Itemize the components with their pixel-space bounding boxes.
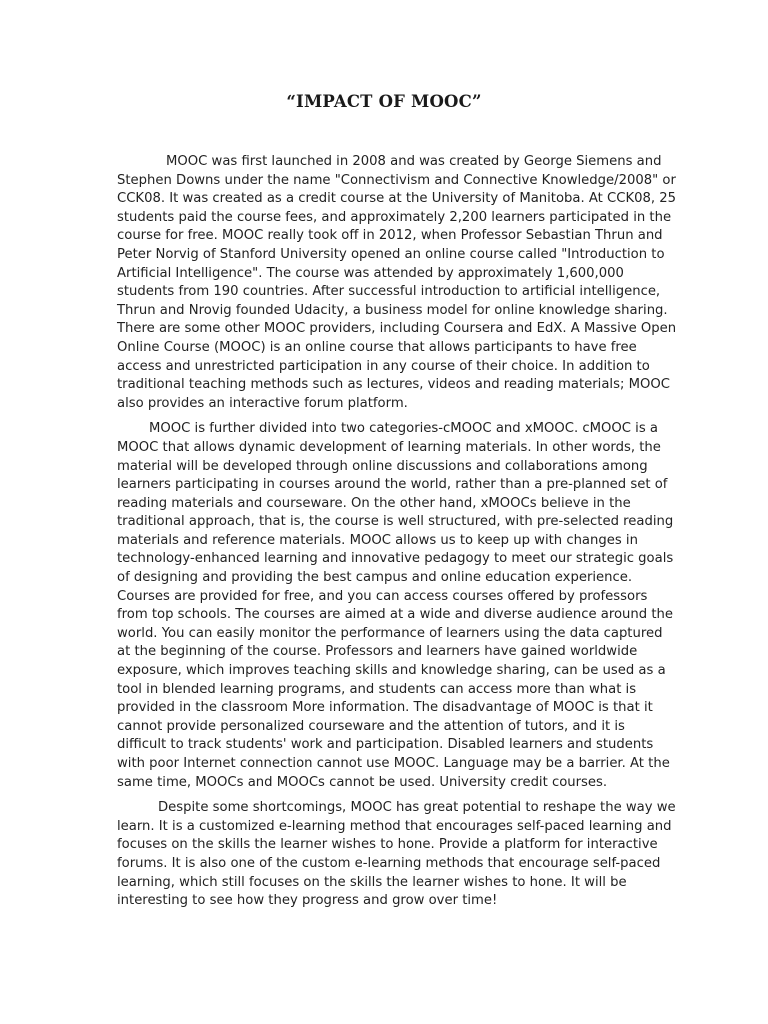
- document-body: [117, 153, 677, 918]
- document-title: “IMPACT OF MOOC”: [286, 92, 482, 111]
- paragraph-history: MOOC was first launched in 2008 and was created by George Siemens and Stephen Downs under the name "Connectivism and Connective Knowledge/2008" or CCK08. It was created as a credit course at the University of Manitoba. At CCK08, 25 students paid the course fees, and approximately 2,200 learners participated in the course for free. MOOC really took off in 2012, when Professor Sebastian Thrun and Peter Norvig of Stanford University opened an online course called "Introduction to Artificial Intelligence". The course was attended by approximately 1,600,000 students from 190 countries. After successful introduction to artificial intelligence, Thrun and Nrovig founded Udacity, a business model for online knowledge sharing. There are some other MOOC providers, including Coursera and EdX. A Massive Open Online Course (MOOC) is an online course that allows participants to have free access and unrestricted participation in any course of their choice. In addition to traditional teaching methods such as lectures, videos and reading materials; MOOC also provides an interactive forum platform.: [117, 154, 677, 411]
- paragraph-categories: MOOC is further divided into two categories-cMOOC and xMOOC. cMOOC is a MOOC that allows dynamic development of learning materials. In other words, the material will be developed through online discussions and collaborations among learners participating in courses around the world, rather than a pre-planned set of reading materials and courseware. On the other hand, xMOOCs believe in the traditional approach, that is, the course is well structured, with pre-selected reading materials and reference materials. MOOC allows us to keep up with changes in technology-enhanced learning and innovative pedagogy to meet our strategic goals of designing and providing the best campus and online education experience. Courses are provided for free, and you can access courses offered by professors from top schools. The courses are aimed at a wide and diverse audience around the world. You can easily monitor the performance of learners using the data captured at the beginning of the course. Professors and learners have gained worldwide exposure, which improves teaching skills and knowledge sharing, can be used as a tool in blended learning programs, and students can access more than what is provided in the classroom More information. The disadvantage of MOOC is that it cannot provide personalized courseware and the attention of tutors, and it is difficult to track students' work and participation. Disabled learners and students with poor Internet connection cannot use MOOC. Language may be a barrier. At the same time, MOOCs and MOOCs cannot be used. University credit courses.: [117, 421, 674, 790]
- paragraph-conclusion: Despite some shortcomings, MOOC has great potential to reshape the way we learn. It is a customized e-learning method that encourages self-paced learning and focuses on the skills the learner wishes to hone. Provide a platform for interactive forums. It is also one of the custom e-learning methods that encourage self-paced learning, which still focuses on the skills the learner wishes to hone. It will be interesting to see how they progress and grow over time!: [117, 800, 676, 909]
